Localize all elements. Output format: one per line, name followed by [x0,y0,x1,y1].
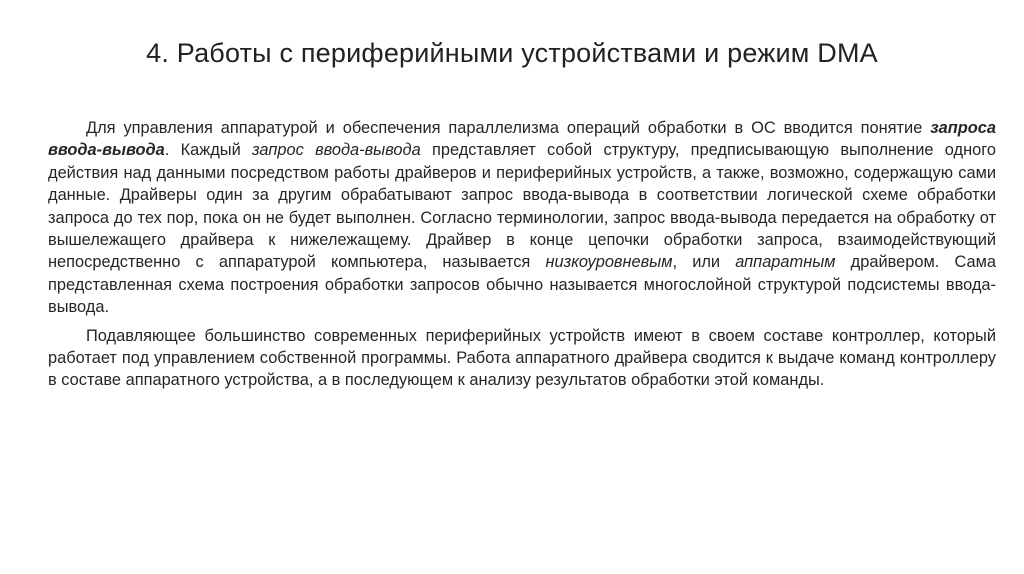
term-hardware: аппаратным [735,253,836,272]
paragraph-controllers: Подавляющее большинство современных периферийных устройств имеют в своем составе контроллер, который работает под управлением собственной программы. Работа аппаратного драйвера сводится к выдаче команд контроллеру в составе аппаратного устройства, а в последующем к анализу результатов обработки этой команды. [48,326,996,390]
slide-title: 4. Работы с периферийными устройствами и режим DMA [146,38,878,68]
paragraph1-text-5: драйвером. Сама представленная схема построения обработки запросов обычно называется многослойной структурой подсистемы ввода-вывода. [48,253,996,317]
term-low-level: низкоуровневым [545,253,673,272]
paragraph-io-requests [48,117,996,319]
term-io-request-italic: запрос ввода-вывода [252,141,421,160]
slide-body [48,117,996,392]
paragraph1-text-1: Для управления аппаратурой и обеспечения параллелизма операций обработки в ОС вводится понятие [86,119,931,137]
paragraph1-text-2: . Каждый [164,141,252,160]
term-io-request-bold: запроса ввода-вывода [48,119,996,160]
paragraph1-text-4: , или [672,253,736,272]
paragraph1-text-3: представляет собой структуру, предписывающую выполнение одного действия над данными посредством работы драйверов и периферийных устройств, а также, возможно, содержащую сами данные. Драйверы один за другим обрабатывают запрос ввода-вывода в соответствии логической схеме обработки запроса до тех пор, пока он не будет выполнен. Согласно терминологии, запрос ввода-вывода передается на обработку от вышележащего драйвера к нижележащему. Драйвер в конце цепочки обработки запроса, взаимодействующий непосредственно с аппаратурой компьютера, называется [48,141,996,272]
